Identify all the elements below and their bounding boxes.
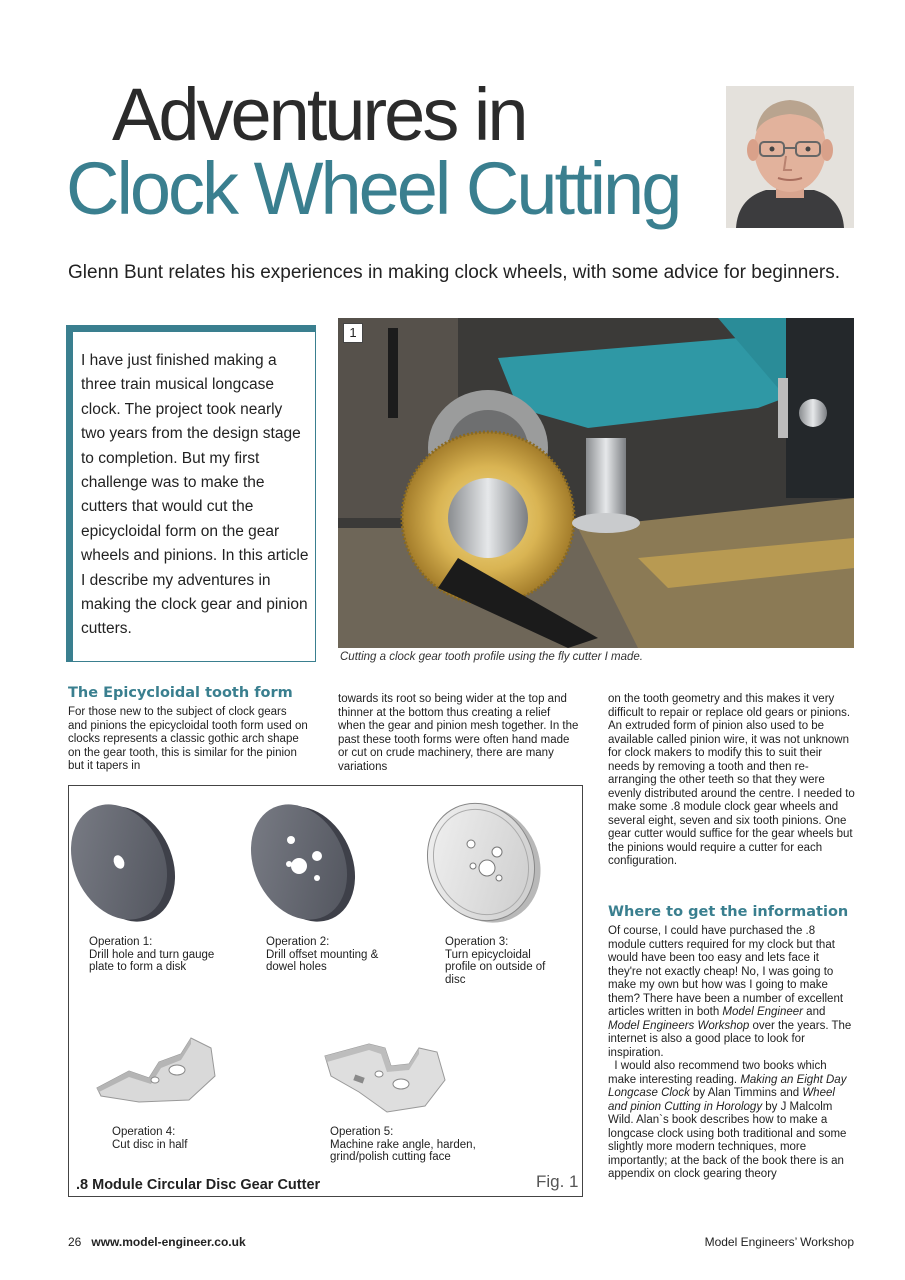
body-column-3-continued — [608, 925, 856, 1182]
subtitle: Glenn Bunt relates his experiences in making clock wheels, with some advice for beginners. — [68, 262, 840, 283]
body-column-2: towards its root so being wider at the top and thinner at the bottom thus creating a relief when the gear and pinion mesh together. In the past these tooth forms were often hand made or cut on crude machinery, there are many variations — [338, 693, 579, 773]
para1-c: over the years. The internet is also a good place to look for inspiration. — [608, 1019, 852, 1059]
body-column-3: on the tooth geometry and this makes it very difficult to repair or replace old gears or pinions. An extruded form of pinion also used to be available called pinion wire, it was not unknown for clock makers to modify this to suit their needs by removing a tooth and then re-arranging the other teeth so that they were evenly distributed around the centre. I needed to make some .8 module clock gear wheels and several eight, seven and six tooth pinions. One gear cutter would suffice for the gear wheels but the pinions would require a cutter for each configuration. — [608, 693, 855, 867]
lathe-photo — [338, 318, 854, 648]
para2-b: by Alan Timmins and — [689, 1087, 803, 1099]
operation-2-label: Operation 2: Drill offset mounting & dowel holes — [266, 936, 379, 973]
para2-a: I would also recommend two books which make interesting reading. — [608, 1060, 827, 1086]
operation-1-label: Operation 1: Drill hole and turn gauge plate to form a disk — [89, 936, 215, 973]
figure-label: Fig. 1 — [536, 1172, 579, 1191]
para1-a: Of course, I could have purchased the .8 module cutters required for my clock but that would have been too easy and lets face it they're not exactly cheap! No, I was going to make my own but how was I going to make them? There have been a number of excellent articles written in both — [608, 925, 844, 1018]
page-number: 26 — [68, 1235, 82, 1249]
footer-url[interactable]: www.model-engineer.co.uk — [91, 1235, 246, 1249]
figure-1 — [68, 785, 583, 1197]
disc-operation-2 — [233, 789, 373, 938]
intro-text: I have just finished making a three train musical longcase clock. The project took nearly two years from the design stage to completion. But my first challenge was to make the cutters that would cut the epicycloidal form on the gear wheels and pinions. In this article I describe my adventures in making the clock gear and pinion cutters. — [81, 352, 309, 638]
para1-italic-2: Model Engineers Workshop — [608, 1019, 750, 1032]
section-heading-epicycloidal: The Epicycloidal tooth form — [68, 685, 293, 701]
photo-number: 1 — [343, 323, 363, 343]
title-line-1: Adventures in — [112, 73, 526, 156]
section-heading-information: Where to get the information — [608, 904, 849, 920]
footer-magazine: Model Engineers’ Workshop — [704, 1235, 854, 1249]
half-disc-operation-4 — [97, 1038, 215, 1102]
para2-italic-2: Wheel and pinion Cutting in Horology — [608, 1087, 835, 1113]
disc-operation-1 — [69, 789, 193, 938]
photo-caption: Cutting a clock gear tooth profile using the fly cutter I made. — [340, 651, 643, 663]
para1-b: and — [802, 1006, 826, 1018]
para1-italic-1: Model Engineer — [722, 1006, 803, 1018]
body-column-1: For those new to the subject of clock gears and pinions the epicycloidal tooth form used on clocks represents a classic gothic arch shape on the gear tooth, this is similar for the pinion but it tapers in — [68, 706, 308, 772]
operation-4-label: Operation 4: Cut disc in half — [112, 1126, 188, 1151]
title-line-2: Clock Wheel Cutting — [66, 147, 680, 230]
operation-5-label: Operation 5: Machine rake angle, harden, grind/polish cutting face — [330, 1126, 476, 1163]
para2-italic-1: Making an Eight Day Longcase Clock — [608, 1073, 847, 1099]
author-photo — [726, 86, 854, 228]
figure-title: .8 Module Circular Disc Gear Cutter — [76, 1177, 321, 1193]
half-disc-operation-5 — [325, 1044, 445, 1112]
operation-3-label: Operation 3: Turn epicycloidal profile on outside of disc — [445, 936, 546, 986]
footer-left — [68, 1235, 246, 1249]
disc-operation-3 — [409, 786, 560, 940]
para2-c: by J Malcolm Wild. Alan`s book describes how to make a longcase clock using both traditional and some slightly more modern techniques, more importantly; at the back of the book there is an appendix on clock gearing theory — [608, 1100, 847, 1180]
